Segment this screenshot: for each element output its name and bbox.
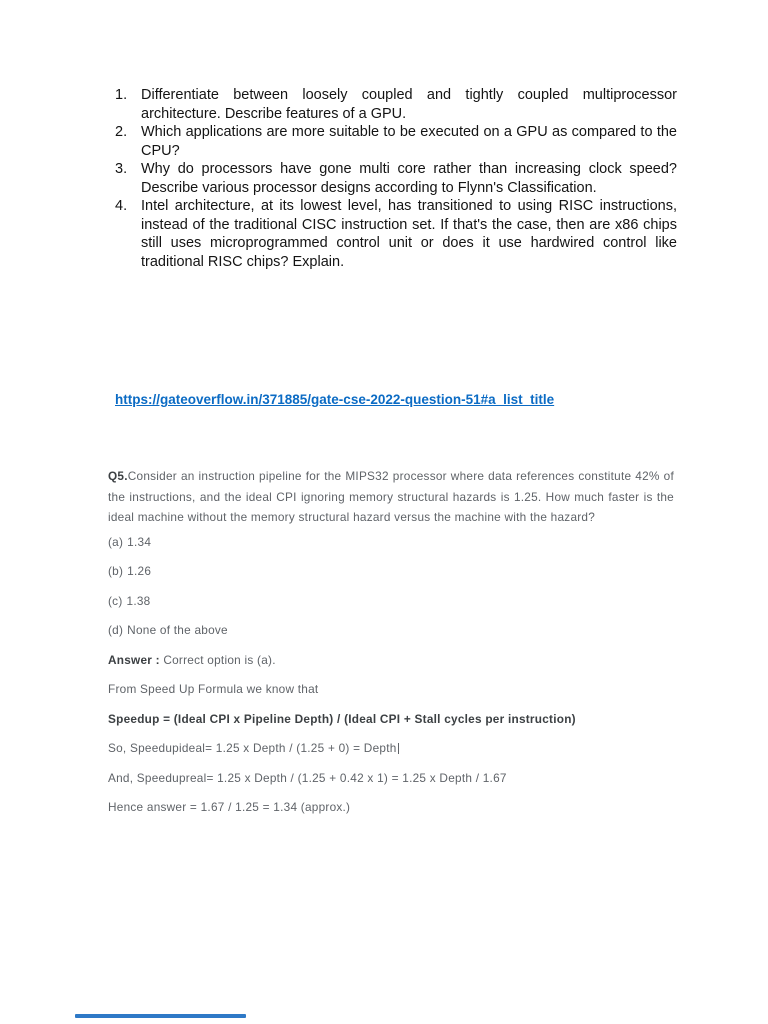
list-item	[115, 160, 677, 197]
questions-list	[115, 86, 677, 271]
option-value: 1.34	[127, 534, 152, 549]
option-value: None of the above	[127, 623, 228, 637]
q5-section	[108, 466, 674, 831]
list-item	[115, 123, 677, 160]
conclusion-line: Hence answer = 1.67 / 1.25 = 1.34 (approx.)	[108, 800, 351, 814]
cutoff-hyperlink[interactable]	[75, 1014, 246, 1018]
answer-line	[108, 654, 674, 667]
list-item	[115, 197, 677, 271]
item-text: Differentiate between loosely coupled and tightly coupled multiprocessor architecture. Describe features of a GPU.	[141, 87, 677, 122]
q5-label: Q5.	[108, 469, 128, 483]
answer-text: Correct option is (a).	[159, 652, 276, 667]
step-real: And, Speedupreal= 1.25 x Depth / (1.25 + 0.42 x 1) = 1.25 x Depth / 1.67	[108, 770, 507, 785]
item-number: 2.	[115, 124, 128, 141]
step-ideal-text: So, Speedupideal= 1.25 x Depth / (1.25 + 0) = Depth	[108, 741, 397, 755]
item-text: Which applications are more suitable to be executed on a GPU as compared to the CPU?	[141, 124, 677, 159]
option-key: (b)	[108, 564, 124, 578]
q5-question-text: Consider an instruction pipeline for the MIPS32 processor where data references constitute 42% of the instructions, and the ideal CPI ignoring memory structural hazards is 1.25. How much faster is the ideal machine without the memory structural hazard versus the machine with the hazard?	[108, 469, 674, 524]
item-number: 4.	[115, 198, 128, 215]
option-value: 1.26	[127, 564, 152, 578]
option-row	[108, 595, 674, 608]
option-key: (a)	[108, 534, 124, 549]
option-value: 1.38	[126, 593, 151, 608]
q5-question	[108, 466, 674, 528]
item-number: 1.	[115, 87, 128, 103]
item-text: Why do processors have gone multi core rather than increasing clock speed? Describe various processor designs according to Flynn's Classification.	[141, 161, 677, 196]
text-cursor	[398, 743, 399, 754]
answer-label: Answer :	[108, 652, 160, 667]
gateoverflow-link[interactable]: https://gateoverflow.in/371885/gate-cse-2022-question-51#a_list_title	[115, 392, 555, 407]
list-item	[115, 86, 677, 123]
explanation-intro: From Speed Up Formula we know that	[108, 682, 319, 696]
step-ideal	[108, 742, 674, 755]
option-key: (c)	[108, 593, 123, 608]
option-row	[108, 624, 674, 637]
option-row	[108, 565, 674, 578]
option-key: (d)	[108, 623, 124, 637]
speedup-formula: Speedup = (Ideal CPI x Pipeline Depth) / (Ideal CPI + Stall cycles per instruction)	[108, 711, 576, 726]
option-row	[108, 536, 674, 549]
hyperlink-line	[115, 392, 554, 407]
item-number: 3.	[115, 161, 128, 178]
item-text: Intel architecture, at its lowest level, has transitioned to using RISC instructions, instead of the traditional CISC instruction set. If that's the case, then are x86 chips still uses microprogrammed control unit or does it use hardwired control like traditional RISC chips? Explain.	[141, 198, 677, 270]
